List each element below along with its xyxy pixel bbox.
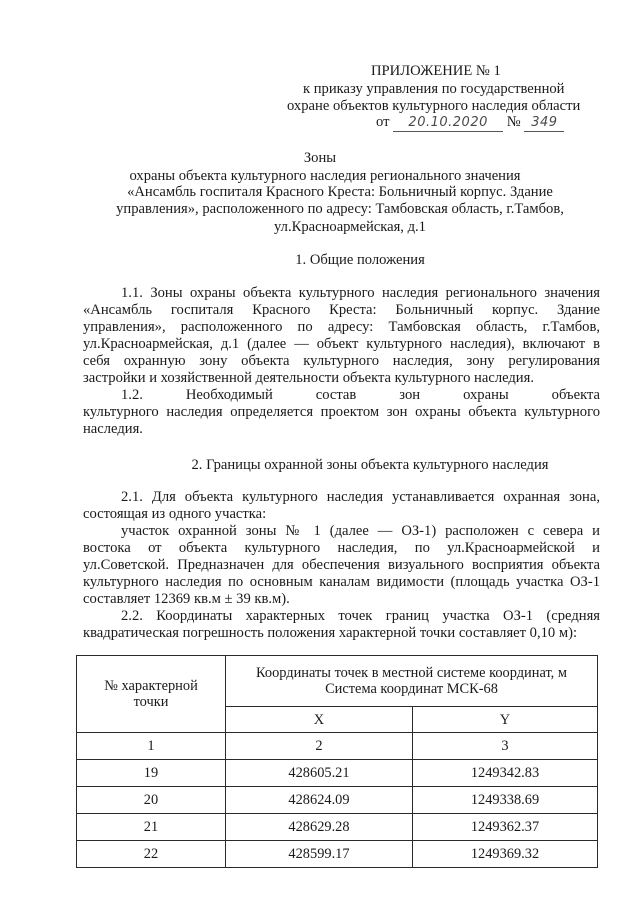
- s1-p1-line-6: застройки и хозяйственной деятельности объекта культурного наследия.: [83, 370, 534, 386]
- point-cell: 22: [77, 841, 226, 868]
- s2-p2-line-3: ул.Советской. Предназначен для обеспечения визуального восприятия объекта: [83, 557, 600, 573]
- point-cell: 19: [77, 760, 226, 787]
- table-index-row: [77, 733, 598, 760]
- coordinates-table: [76, 655, 598, 868]
- s1-p2-line-1: 1.2. Необходимый состав зон охраны объекта: [121, 387, 600, 403]
- appendix-title: ПРИЛОЖЕНИЕ № 1: [371, 63, 501, 79]
- s1-p2-line-2: культурного наследия определяется проектом зон охраны объекта культурного: [83, 404, 600, 420]
- s1-p1-line-3: управления», расположенного по адресу: Тамбовская область, г.Тамбов,: [83, 319, 600, 335]
- header-point-cell: [77, 656, 226, 733]
- section2-heading: 2. Границы охранной зоны объекта культурного наследия: [191, 457, 549, 473]
- header-line-1: к приказу управления по государственной: [303, 81, 565, 97]
- table-header-row: [77, 656, 598, 707]
- x-cell: 428629.28: [226, 814, 413, 841]
- point-cell: 20: [77, 787, 226, 814]
- s2-p1-line-2: состоящая из одного участка:: [83, 506, 267, 522]
- handwritten-date: 20.10.2020: [393, 115, 503, 132]
- header-coords-line-1: Координаты точек в местной системе координат, м: [256, 665, 567, 681]
- header-point-line-1: № характерной: [104, 678, 198, 694]
- point-cell: 21: [77, 814, 226, 841]
- y-cell: 1249342.83: [413, 760, 598, 787]
- header-coords-line-2: Система координат МСК-68: [325, 681, 498, 697]
- s1-p1-line-5: себя охранную зону объекта культурного наследия, зону регулирования: [83, 353, 600, 369]
- s1-p2-line-3: наследия.: [83, 421, 143, 437]
- index-cell-1: 1: [77, 733, 226, 760]
- header-y: Y: [413, 707, 598, 733]
- x-cell: 428599.17: [226, 841, 413, 868]
- s2-p3-line-1: 2.2. Координаты характерных точек границ участка ОЗ-1 (средняя: [121, 608, 600, 624]
- s2-p3-line-2: квадратическая погрешность положения характерной точки составляет 0,10 м):: [83, 625, 577, 641]
- header-coords-cell: [226, 656, 598, 707]
- title-line-3: «Ансамбль госпиталя Красного Креста: Больничный корпус. Здание: [127, 184, 553, 200]
- s2-p2-line-1: участок охранной зоны № 1 (далее — ОЗ-1) расположен с севера и: [121, 523, 600, 539]
- title-line-2: охраны объекта культурного наследия регионального значения: [129, 168, 521, 184]
- y-cell: 1249362.37: [413, 814, 598, 841]
- section1-heading: 1. Общие положения: [295, 252, 425, 268]
- handwritten-number: 349: [524, 115, 564, 132]
- s2-p1-line-1: 2.1. Для объекта культурного наследия устанавливается охранная зона,: [121, 489, 600, 505]
- table-row: [77, 787, 598, 814]
- table-row: [77, 841, 598, 868]
- number-sign: №: [506, 114, 521, 130]
- s1-p1-line-4: ул.Красноармейская, д.1 (далее — объект культурного наследия), включают в: [83, 336, 600, 352]
- title-line-4: управления», расположенного по адресу: Тамбовская область, г.Тамбов,: [116, 201, 564, 217]
- title-line-5: ул.Красноармейская, д.1: [274, 219, 426, 235]
- x-cell: 428624.09: [226, 787, 413, 814]
- index-cell-2: 2: [226, 733, 413, 760]
- title-line-1: Зоны: [303, 150, 337, 166]
- s1-p1-line-1: 1.1. Зоны охраны объекта культурного наследия регионального значения: [121, 285, 600, 301]
- header-line-2: охране объектов культурного наследия области: [287, 98, 581, 114]
- s2-p2-line-5: составляет 12369 кв.м ± 39 кв.м).: [83, 591, 290, 607]
- header-x: X: [226, 707, 413, 733]
- s2-p2-line-4: культурного наследия по основным каналам видимости (площадь участка ОЗ-1: [83, 574, 600, 590]
- table-row: [77, 814, 598, 841]
- header-point-line-2: точки: [133, 694, 169, 710]
- y-cell: 1249369.32: [413, 841, 598, 868]
- s2-p2-line-2: востока от объекта культурного наследия, по ул.Красноармейской и: [83, 540, 600, 556]
- header-date-line: [376, 114, 564, 132]
- index-cell-3: 3: [413, 733, 598, 760]
- date-prefix: от: [376, 114, 390, 130]
- table-row: [77, 760, 598, 787]
- y-cell: 1249338.69: [413, 787, 598, 814]
- x-cell: 428605.21: [226, 760, 413, 787]
- s1-p1-line-2: «Ансамбль госпиталя Красного Креста: Больничный корпус. Здание: [83, 302, 600, 318]
